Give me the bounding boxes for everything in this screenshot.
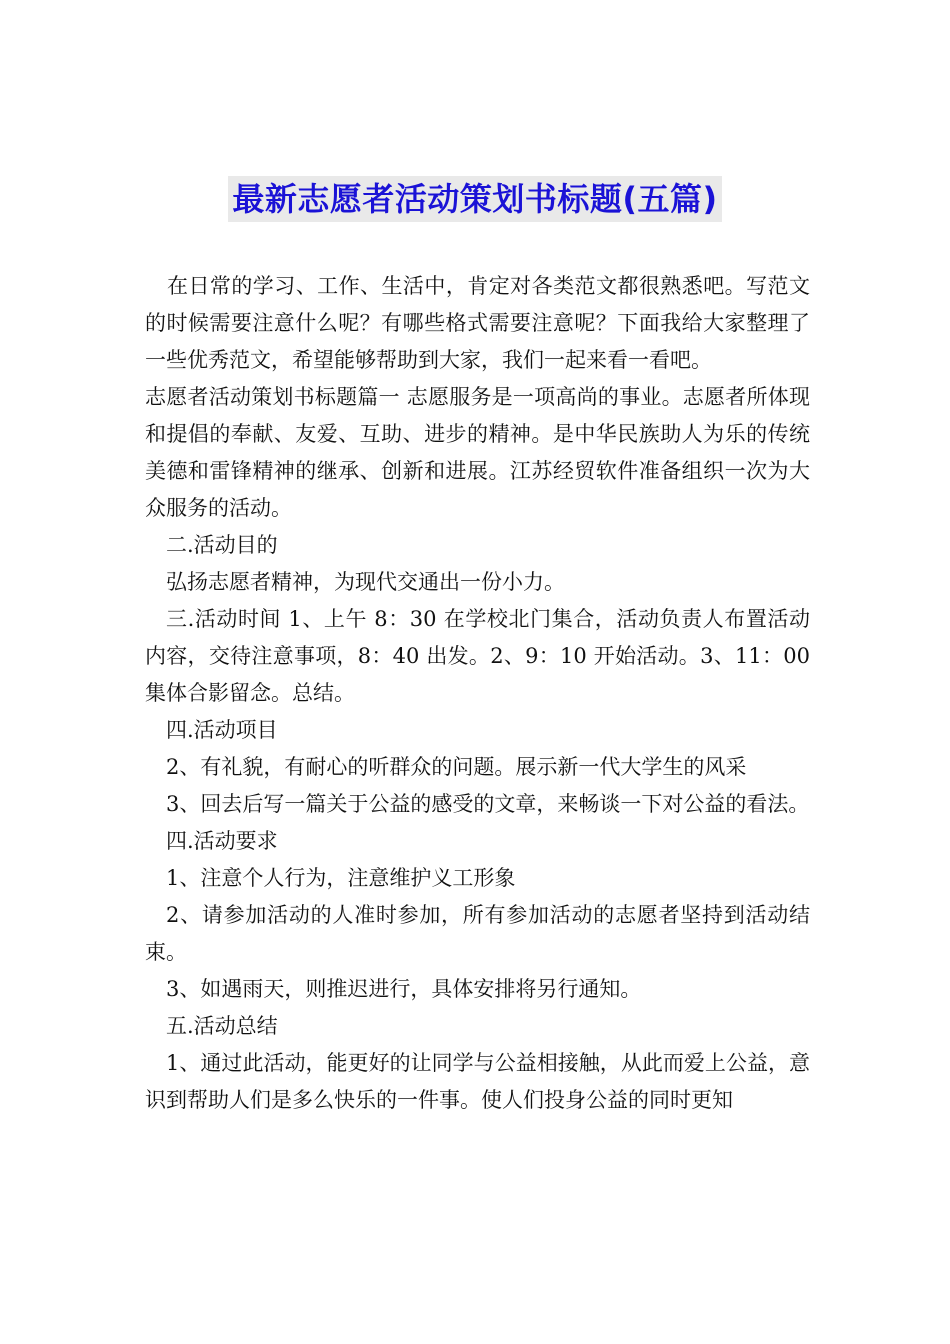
document-body bbox=[145, 268, 810, 1119]
heading-activity-purpose: 二.活动目的 bbox=[166, 533, 278, 557]
heading-activity-requirements: 四.活动要求 bbox=[166, 829, 278, 853]
paragraph-section-one: 志愿者活动策划书标题篇一 志愿服务是一项高尚的事业。志愿者所体现和提倡的奉献、友爱、互助、进步的精神。是中华民族助人为乐的传统美德和雷锋精神的继承、创新和进展。江苏经贸软件准备组织一次为大众服务的活动。 bbox=[145, 385, 810, 520]
list-item: 2、有礼貌，有耐心的听群众的问题。展示新一代大学生的风采 bbox=[166, 755, 747, 779]
document-title: 最新志愿者活动策划书标题(五篇) bbox=[228, 176, 721, 222]
list-item: 3、回去后写一篇关于公益的感受的文章，来畅谈一下对公益的看法。 bbox=[166, 792, 810, 816]
paragraph-activity-time: 三.活动时间 1、上午 8：30 在学校北门集合，活动负责人布置活动内容，交待注意事项，8：40 出发。2、9：10 开始活动。3、11：00 集体合影留念。总结。 bbox=[145, 607, 810, 705]
title-wrap bbox=[0, 176, 950, 222]
list-item: 3、如遇雨天，则推迟进行，具体安排将另行通知。 bbox=[166, 977, 642, 1001]
heading-activity-summary: 五.活动总结 bbox=[166, 1014, 278, 1038]
heading-activity-items: 四.活动项目 bbox=[166, 718, 278, 742]
paragraph-purpose: 弘扬志愿者精神，为现代交通出一份小力。 bbox=[166, 570, 565, 594]
paragraph-intro: 在日常的学习、工作、生活中，肯定对各类范文都很熟悉吧。写范文的时候需要注意什么呢？有哪些格式需要注意呢？下面我给大家整理了一些优秀范文，希望能够帮助到大家，我们一起来看一看吧。 bbox=[145, 274, 810, 372]
list-item: 2、请参加活动的人准时参加，所有参加活动的志愿者坚持到活动结束。 bbox=[145, 903, 810, 964]
list-item: 1、通过此活动，能更好的让同学与公益相接触，从此而爱上公益，意识到帮助人们是多么快乐的一件事。使人们投身公益的同时更知 bbox=[145, 1051, 810, 1112]
list-item: 1、注意个人行为，注意维护义工形象 bbox=[166, 866, 516, 890]
